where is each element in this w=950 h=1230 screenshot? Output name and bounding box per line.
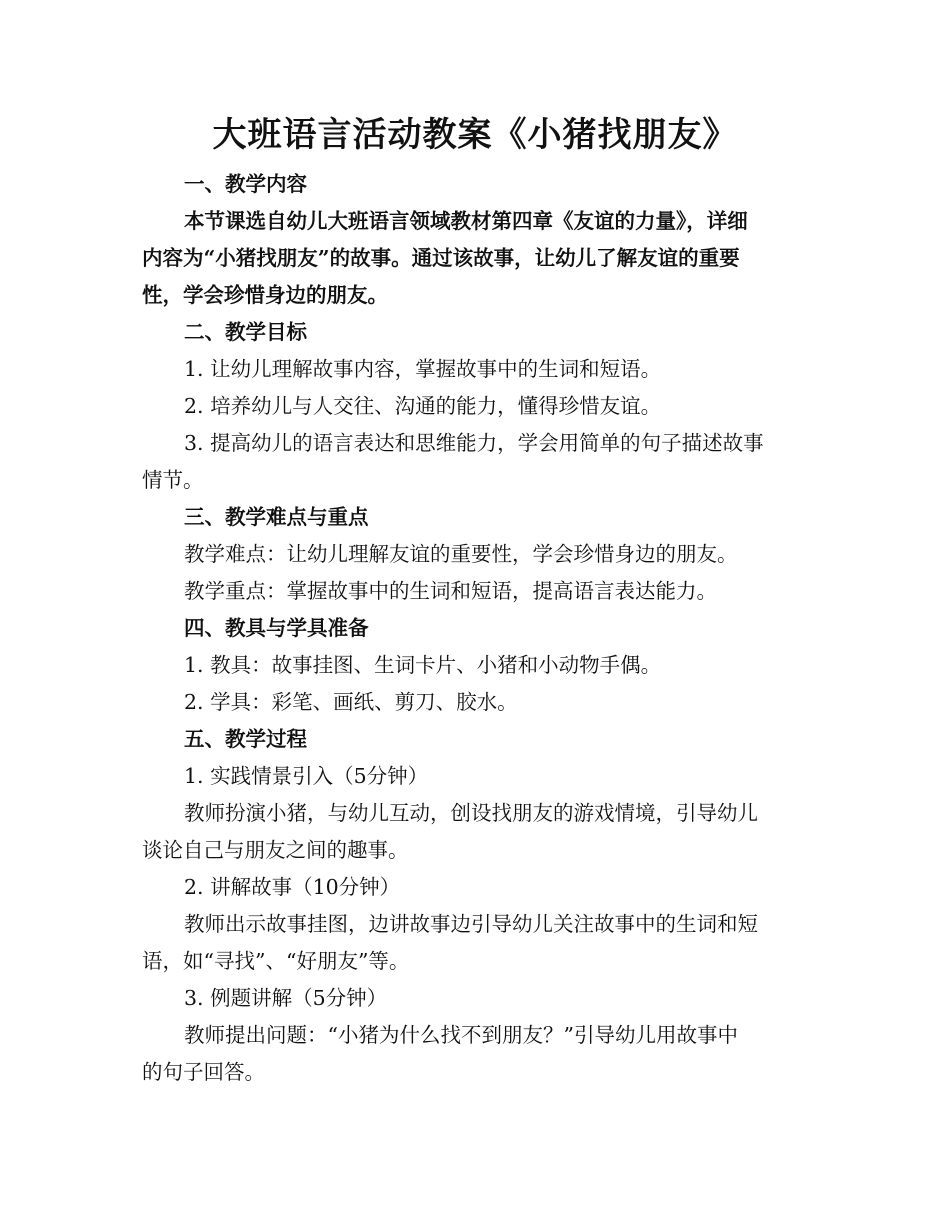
section-heading-4: 四、教具与学具准备 xyxy=(184,616,369,640)
list-item: 2. 培养幼儿与人交往、沟通的能力，懂得珍惜友谊。 xyxy=(184,394,662,418)
paragraph-line: 本节课选自幼儿大班语言领域教材第四章《友谊的力量》，详细 xyxy=(184,209,748,233)
paragraph-line: 教师扮演小猪，与幼儿互动，创设找朋友的游戏情境，引导幼儿 xyxy=(184,801,758,825)
list-item: 1. 让幼儿理解故事内容，掌握故事中的生词和短语。 xyxy=(184,357,662,381)
paragraph-line: 语，如“寻找”、“好朋友”等。 xyxy=(142,949,410,973)
list-item: 1. 教具：故事挂图、生词卡片、小猪和小动物手偶。 xyxy=(184,653,662,677)
paragraph-line: 性，学会珍惜身边的朋友。 xyxy=(142,283,388,307)
paragraph-line: 教学难点：让幼儿理解友谊的重要性，学会珍惜身边的朋友。 xyxy=(184,542,738,566)
section-heading-2: 二、教学目标 xyxy=(184,320,307,344)
list-item: 2. 学具：彩笔、画纸、剪刀、胶水。 xyxy=(184,690,518,714)
section-heading-1: 一、教学内容 xyxy=(184,172,307,196)
paragraph-line: 内容为“小猪找朋友”的故事。通过该故事，让幼儿了解友谊的重要 xyxy=(142,246,740,270)
paragraph-line: 谈论自己与朋友之间的趣事。 xyxy=(142,838,409,862)
section-heading-3: 三、教学难点与重点 xyxy=(184,505,369,529)
list-item: 3. 例题讲解（5分钟） xyxy=(184,986,388,1010)
paragraph-line: 教学重点：掌握故事中的生词和短语，提高语言表达能力。 xyxy=(184,579,717,603)
document-title: 大班语言活动教案《小猪找朋友》 xyxy=(212,115,738,155)
document-body xyxy=(142,166,808,1091)
paragraph-line: 教师出示故事挂图，边讲故事边引导幼儿关注故事中的生词和短 xyxy=(184,912,758,936)
paragraph-line: 教师提出问题：“小猪为什么找不到朋友？”引导幼儿用故事中 xyxy=(184,1023,738,1047)
list-item: 1. 实践情景引入（5分钟） xyxy=(184,764,429,788)
list-item: 3. 提高幼儿的语言表达和思维能力，学会用简单的句子描述故事 xyxy=(184,431,764,455)
list-item: 2. 讲解故事（10分钟） xyxy=(184,875,401,899)
section-heading-5: 五、教学过程 xyxy=(184,727,307,751)
list-item-continuation: 情节。 xyxy=(142,468,204,492)
paragraph-line: 的句子回答。 xyxy=(142,1060,265,1084)
